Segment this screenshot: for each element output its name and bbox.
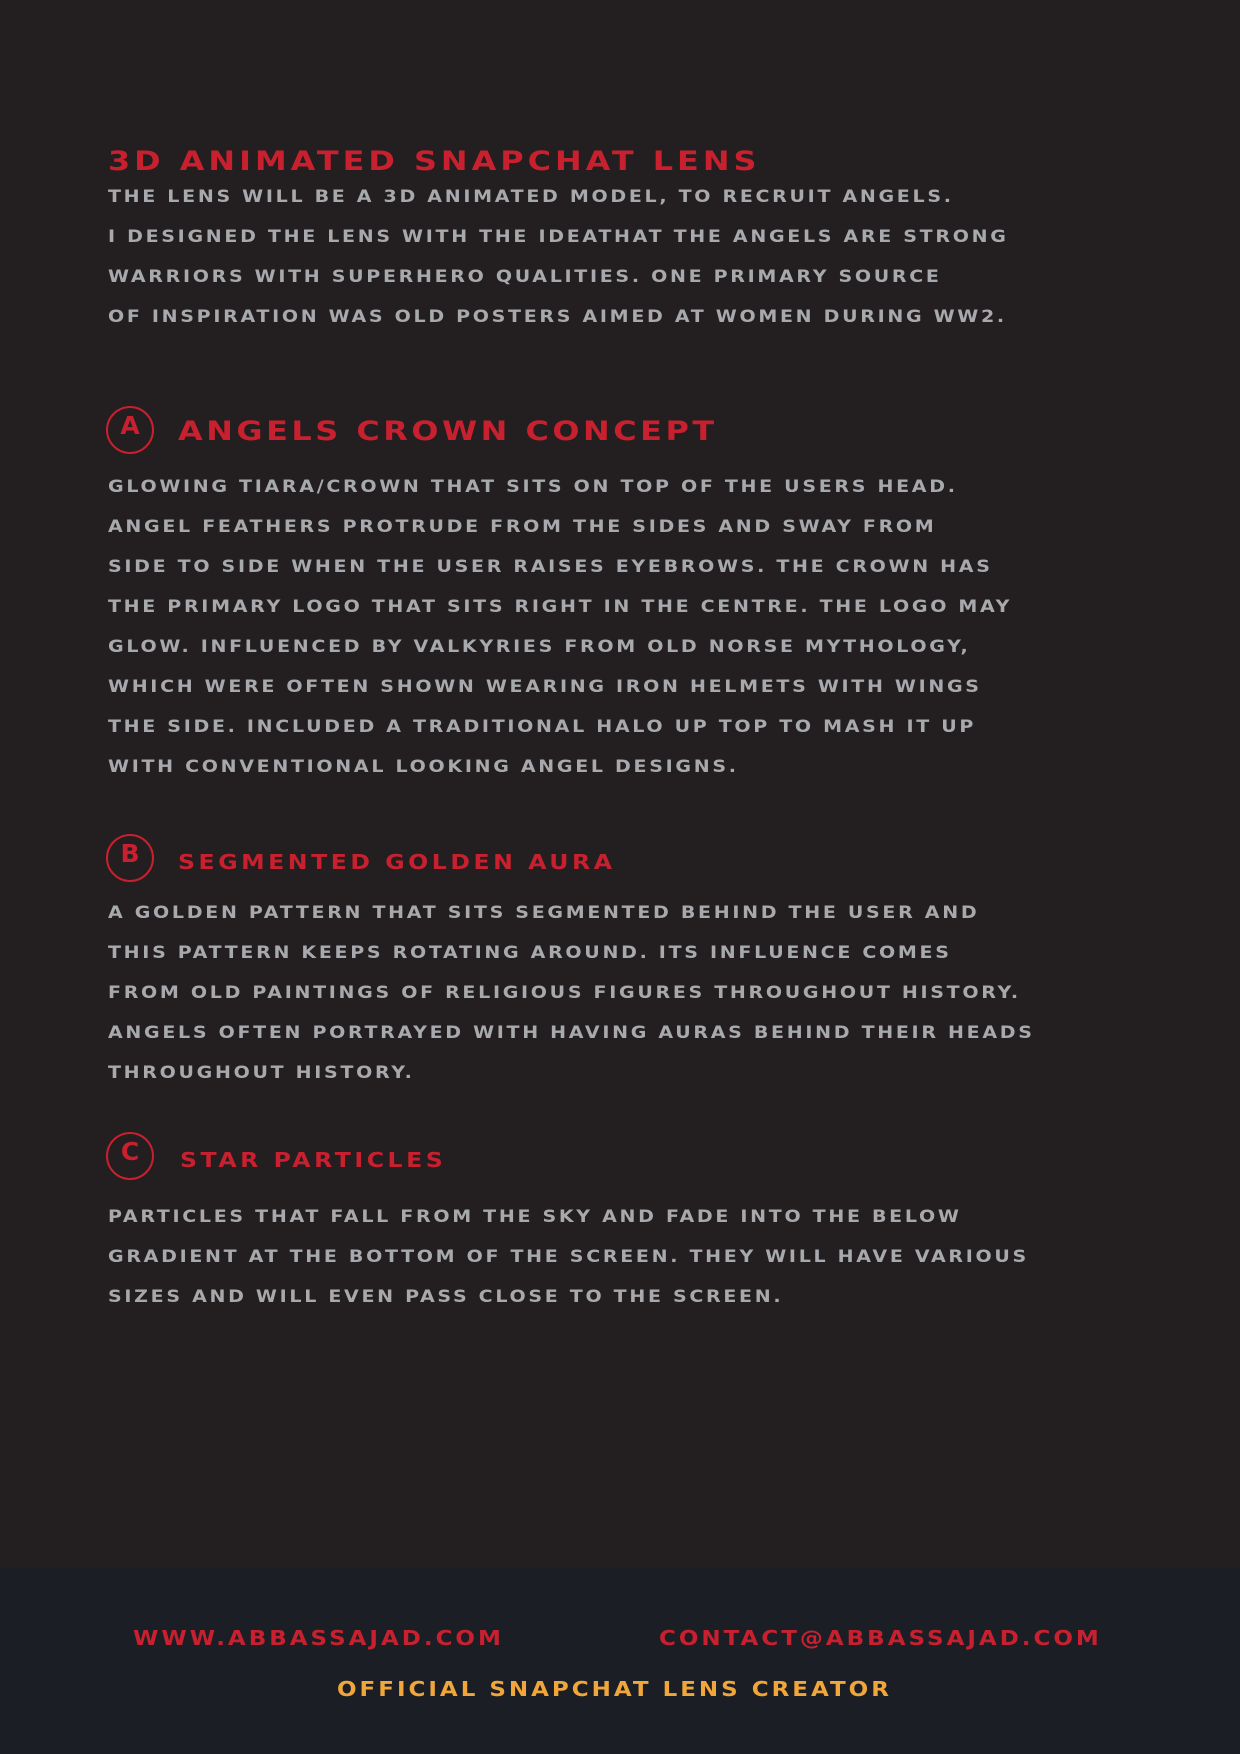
section-a-line: WITH CONVENTIONAL LOOKING ANGEL DESIGNS. (108, 757, 739, 777)
section-b-paragraph (108, 893, 1035, 1093)
section-b-line: FROM OLD PAINTINGS OF RELIGIOUS FIGURES THROUGHOUT HISTORY. (108, 983, 1021, 1003)
intro-line: OF INSPIRATION WAS OLD POSTERS AIMED AT WOMEN DURING WW2. (108, 307, 1007, 327)
section-a-paragraph (108, 467, 1012, 787)
email-link[interactable]: CONTACT@ABBASSAJAD.COM (659, 1626, 1102, 1650)
section-b-line: THIS PATTERN KEEPS ROTATING AROUND. ITS INFLUENCE COMES (108, 943, 952, 963)
intro-paragraph (108, 177, 1009, 337)
section-b-line: THROUGHOUT HISTORY. (108, 1063, 415, 1083)
intro-line: THE LENS WILL BE A 3D ANIMATED MODEL, TO RECRUIT ANGELS. (108, 187, 954, 207)
section-b-line: A GOLDEN PATTERN THAT SITS SEGMENTED BEHIND THE USER AND (108, 903, 980, 923)
intro-line: WARRIORS WITH SUPERHERO QUALITIES. ONE PRIMARY SOURCE (108, 267, 942, 287)
section-c-line: GRADIENT AT THE BOTTOM OF THE SCREEN. THEY WILL HAVE VARIOUS (108, 1247, 1029, 1267)
section-a-line: ANGEL FEATHERS PROTRUDE FROM THE SIDES AND SWAY FROM (108, 517, 937, 537)
section-c-badge: C (106, 1132, 154, 1180)
footer-tagline: OFFICIAL SNAPCHAT LENS CREATOR (337, 1677, 892, 1701)
section-c-paragraph (108, 1197, 1029, 1317)
section-a-line: SIDE TO SIDE WHEN THE USER RAISES EYEBROWS. THE CROWN HAS (108, 557, 993, 577)
section-a-heading: ANGELS CROWN CONCEPT (178, 416, 718, 447)
website-link[interactable]: WWW.ABBASSAJAD.COM (133, 1626, 504, 1650)
section-c-heading: STAR PARTICLES (180, 1148, 447, 1172)
section-a-line: GLOWING TIARA/CROWN THAT SITS ON TOP OF THE USERS HEAD. (108, 477, 958, 497)
page-title: 3D ANIMATED SNAPCHAT LENS (108, 146, 761, 177)
footer (0, 1568, 1240, 1754)
section-a-badge: A (106, 406, 154, 454)
section-c-line: SIZES AND WILL EVEN PASS CLOSE TO THE SCREEN. (108, 1287, 784, 1307)
section-a-line: THE SIDE. INCLUDED A TRADITIONAL HALO UP TOP TO MASH IT UP (108, 717, 977, 737)
section-a-line: WHICH WERE OFTEN SHOWN WEARING IRON HELMETS WITH WINGS (108, 677, 982, 697)
section-b-line: ANGELS OFTEN PORTRAYED WITH HAVING AURAS BEHIND THEIR HEADS (108, 1023, 1035, 1043)
section-a-line: THE PRIMARY LOGO THAT SITS RIGHT IN THE CENTRE. THE LOGO MAY (108, 597, 1013, 617)
section-b-badge: B (106, 834, 154, 882)
section-a-line: GLOW. INFLUENCED BY VALKYRIES FROM OLD NORSE MYTHOLOGY, (108, 637, 971, 657)
section-c-line: PARTICLES THAT FALL FROM THE SKY AND FADE INTO THE BELOW (108, 1207, 962, 1227)
section-b-heading: SEGMENTED GOLDEN AURA (178, 850, 616, 874)
intro-line: I DESIGNED THE LENS WITH THE IDEATHAT THE ANGELS ARE STRONG (108, 227, 1009, 247)
